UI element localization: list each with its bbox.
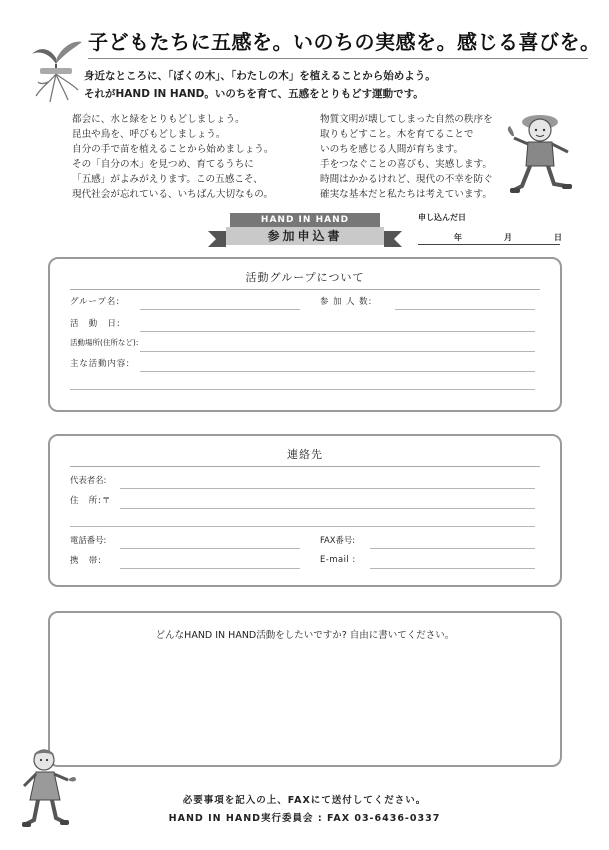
representative-input-line[interactable] xyxy=(120,488,535,489)
body-left-line: その「自分の木」を見つめ、育てるうちに xyxy=(72,159,254,170)
phone-input-line[interactable] xyxy=(120,548,300,549)
running-boy-illustration-icon xyxy=(506,108,578,204)
footer-fax-contact: HAND IN HAND実行委員会 : FAX 03-6436-0337 xyxy=(168,813,441,824)
contact-section-title: 連絡先 xyxy=(287,448,323,461)
free-comment-prompt: どんなHAND IN HAND活動をしたいですか? 自由に書いてください。 xyxy=(155,630,455,641)
ribbon-left-tail xyxy=(208,231,216,247)
participants-input-line[interactable] xyxy=(395,309,535,310)
body-right-column xyxy=(320,112,493,202)
fax-input-line[interactable] xyxy=(370,548,535,549)
body-right-line: 取りもどすこと。木を育てることで xyxy=(320,129,474,140)
body-right-line: 物質文明が壊してしまった自然の秩序を xyxy=(320,114,493,125)
content-label: 主な活動内容: xyxy=(70,358,131,368)
application-date-field[interactable] xyxy=(418,232,560,245)
group-name-label: グループ名: xyxy=(70,296,121,306)
participants-label: 参 加 人 数: xyxy=(320,296,373,306)
email-label: E-mail : xyxy=(320,554,356,564)
address-label: 住 所:〒 xyxy=(70,495,112,505)
activity-date-label: 活 動 日: xyxy=(70,318,121,328)
contact-title-rule xyxy=(70,466,540,467)
group-section-title: 活動グループについて xyxy=(245,271,365,284)
body-left-line: 昆虫や鳥を、呼びもどしましょう。 xyxy=(72,129,226,140)
body-left-column xyxy=(72,112,273,202)
banner-title: 参加申込書 xyxy=(226,227,384,245)
body-right-line: 手をつなぐことの喜びも、実感します。 xyxy=(320,159,492,170)
body-left-line: 現代社会が忘れている、いちばん大切なもの。 xyxy=(72,189,274,200)
form-title-banner xyxy=(208,213,402,247)
body-right-line: 時間はかかるけれど、現代の不幸を防ぐ xyxy=(320,174,493,185)
content-input-line-2[interactable] xyxy=(70,389,535,390)
group-name-input-line[interactable] xyxy=(140,309,300,310)
title-divider xyxy=(88,58,588,59)
mobile-input-line[interactable] xyxy=(120,568,300,569)
free-comment-section[interactable] xyxy=(48,611,562,767)
page-title: 子どもたちに五感を。いのちの実感を。感じる喜びを。 xyxy=(88,30,601,54)
subline-2: それがHAND IN HAND。いのちを育て、五感をとりもどす運動です。 xyxy=(84,88,424,100)
body-right-line: いのちを感じる人間が育ちます。 xyxy=(320,144,464,155)
day-label: 日 xyxy=(554,233,562,242)
representative-label: 代表者名: xyxy=(70,475,107,485)
body-left-line: 「五感」がよみがえります。この五感こそ、 xyxy=(72,174,263,185)
address-input-line[interactable] xyxy=(120,508,535,509)
group-info-section xyxy=(48,257,562,412)
application-date-label: 申し込んだ日 xyxy=(418,213,466,222)
ribbon-right-tail xyxy=(394,231,402,247)
group-title-rule xyxy=(70,289,540,290)
contact-section xyxy=(48,434,562,587)
sprout-illustration-icon xyxy=(28,24,84,104)
email-input-line[interactable] xyxy=(370,568,535,569)
mobile-label: 携 帯: xyxy=(70,555,102,565)
fax-label: FAX番号: xyxy=(320,535,356,545)
place-input-line[interactable] xyxy=(140,351,535,352)
phone-label: 電話番号: xyxy=(70,535,107,545)
month-label: 月 xyxy=(504,233,512,242)
body-left-line: 都会に、水と緑をとりもどしましょう。 xyxy=(72,114,245,125)
banner-subtitle: HAND IN HAND xyxy=(230,213,380,227)
ribbon-left-fold xyxy=(216,231,226,247)
place-label: 活動場所(住所など): xyxy=(70,338,139,347)
year-label: 年 xyxy=(454,233,462,242)
subline-1: 身近なところに、「ぼくの木」、「わたしの木」を植えることから始めよう。 xyxy=(84,70,436,82)
address-input-line-2[interactable] xyxy=(70,526,535,527)
body-right-line: 確実な基本だと私たちは考えています。 xyxy=(320,189,492,200)
content-input-line[interactable] xyxy=(140,371,535,372)
activity-date-input-line[interactable] xyxy=(140,331,535,332)
ribbon-right-fold xyxy=(384,231,394,247)
body-left-line: 自分の手で苗を植えることから始めましょう。 xyxy=(72,144,274,155)
footer-instruction: 必要事項を記入の上、FAXにて送付してください。 xyxy=(182,795,427,806)
